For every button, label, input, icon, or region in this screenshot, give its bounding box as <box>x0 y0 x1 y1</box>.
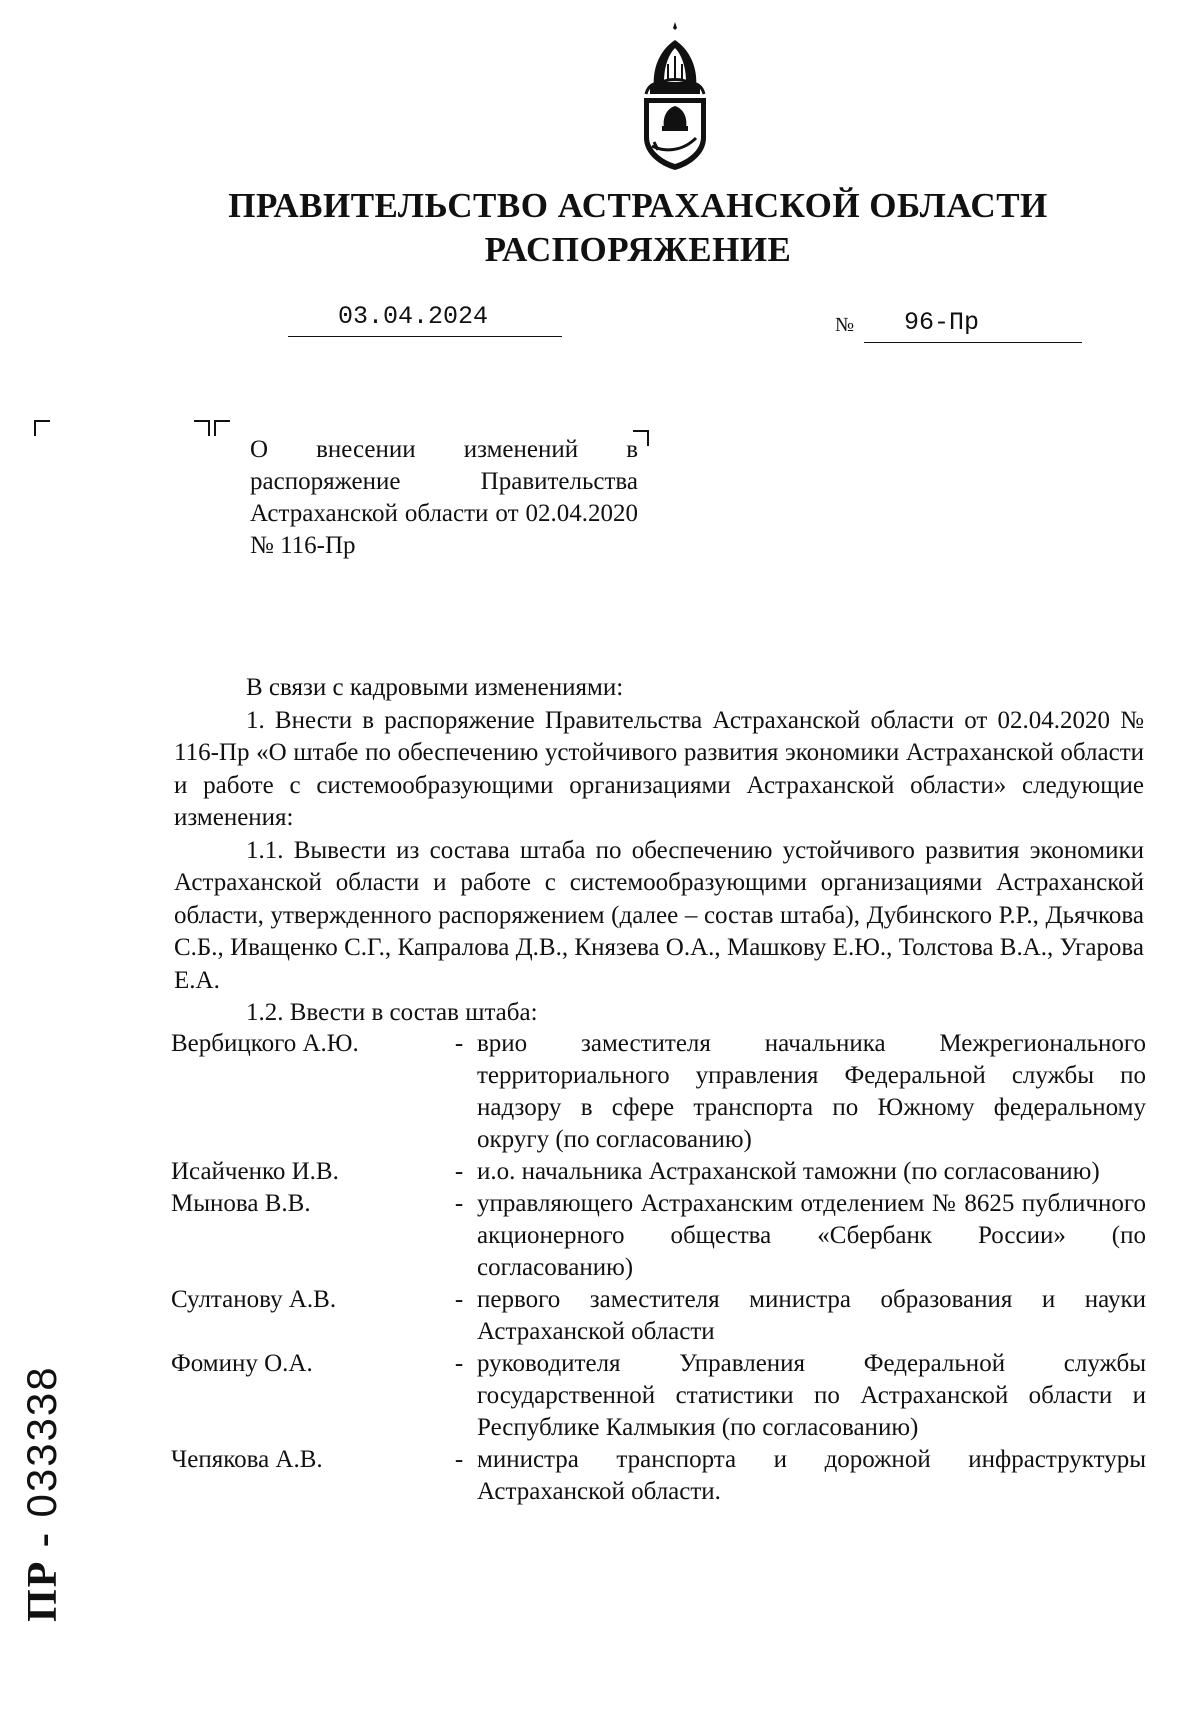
member-name: Султанову А.В. <box>171 1286 337 1313</box>
member-name: Исайченко И.В. <box>171 1158 339 1185</box>
member-row <box>171 1444 1146 1508</box>
member-name: Чепякова А.В. <box>171 1446 323 1473</box>
government-title: ПРАВИТЕЛЬСТВО АСТРАХАНСКОЙ ОБЛАСТИ <box>228 186 1048 225</box>
stamp-prefix: ПР - <box>20 1531 66 1622</box>
member-name: Вербицкого А.Ю. <box>171 1030 359 1057</box>
item-1-2: 1.2. Ввести в состав штаба: <box>246 999 538 1026</box>
number-sign: № <box>835 314 855 336</box>
document-body <box>174 672 1144 1030</box>
member-dash: - <box>454 1446 464 1473</box>
member-name: Мынова В.В. <box>171 1190 311 1217</box>
member-position: врио заместителя начальника Межрегионального территориального управления Федеральной службы по надзору в сфере транспорта по Южному федеральному округу (по согласованию) <box>477 1030 1146 1153</box>
member-row <box>171 1188 1146 1284</box>
registration-stamp <box>18 1365 67 1622</box>
document-date: 03.04.2024 <box>338 302 489 331</box>
date-field <box>288 302 562 337</box>
corner-mark <box>34 420 50 436</box>
document-number: 96-Пр <box>904 308 980 337</box>
member-position: министра транспорта и дорожной инфраструктуры Астраханской области. <box>477 1446 1146 1505</box>
member-dash: - <box>454 1158 464 1185</box>
corner-mark <box>214 420 230 436</box>
member-dash: - <box>454 1350 464 1377</box>
stamp-code: 033338 <box>18 1365 65 1518</box>
coat-of-arms-icon <box>634 20 716 172</box>
member-row <box>171 1284 1146 1348</box>
document-subject: О внесении изменений в распоряжение Правительства Астраханской области от 02.04.2020 № 116-Пр <box>250 436 638 559</box>
member-row <box>171 1348 1146 1444</box>
number-field <box>864 308 1082 343</box>
member-position: первого заместителя министра образования и науки Астраханской области <box>477 1286 1146 1345</box>
corner-mark <box>194 420 210 436</box>
item-1: 1. Внести в распоряжение Правительства Астраханской области от 02.04.2020 № 116-Пр «О штабе по обеспечению устойчивого развития экономики Астраханской области и работе с системообразующими организациями Астраханской области» следующие изменения: <box>174 706 1144 831</box>
member-dash: - <box>454 1190 464 1217</box>
member-dash: - <box>454 1030 464 1057</box>
member-row <box>171 1156 1146 1188</box>
member-row <box>171 1028 1146 1156</box>
preamble: В связи с кадровыми изменениями: <box>246 674 624 701</box>
member-position: управляющего Астраханским отделением № 8625 публичного акционерного общества «Сбербанк России» (по согласованию) <box>477 1190 1146 1281</box>
member-position: руководителя Управления Федеральной службы государственной статистики по Астраханской области и Республике Калмыкия (по согласованию) <box>477 1350 1146 1441</box>
item-1-1: 1.1. Вывести из состава штаба по обеспечению устойчивого развития экономики Астраханской области и работе с системообразующими организациями Астраханской области, утвержденного распоряжением (далее – состав штаба), Дубинского Р.Р., Дьячкова С.Б., Иващенко С.Г., Капралова Д.В., Князева О.А., Машкову Е.Ю., Толстова В.А., Угарова Е.А. <box>174 836 1144 994</box>
member-dash: - <box>454 1286 464 1313</box>
member-name: Фомину О.А. <box>171 1350 313 1377</box>
members-list <box>171 1028 1146 1508</box>
document-type-title: РАСПОРЯЖЕНИЕ <box>484 230 792 269</box>
member-position: и.о. начальника Астраханской таможни (по согласованию) <box>477 1158 1100 1185</box>
